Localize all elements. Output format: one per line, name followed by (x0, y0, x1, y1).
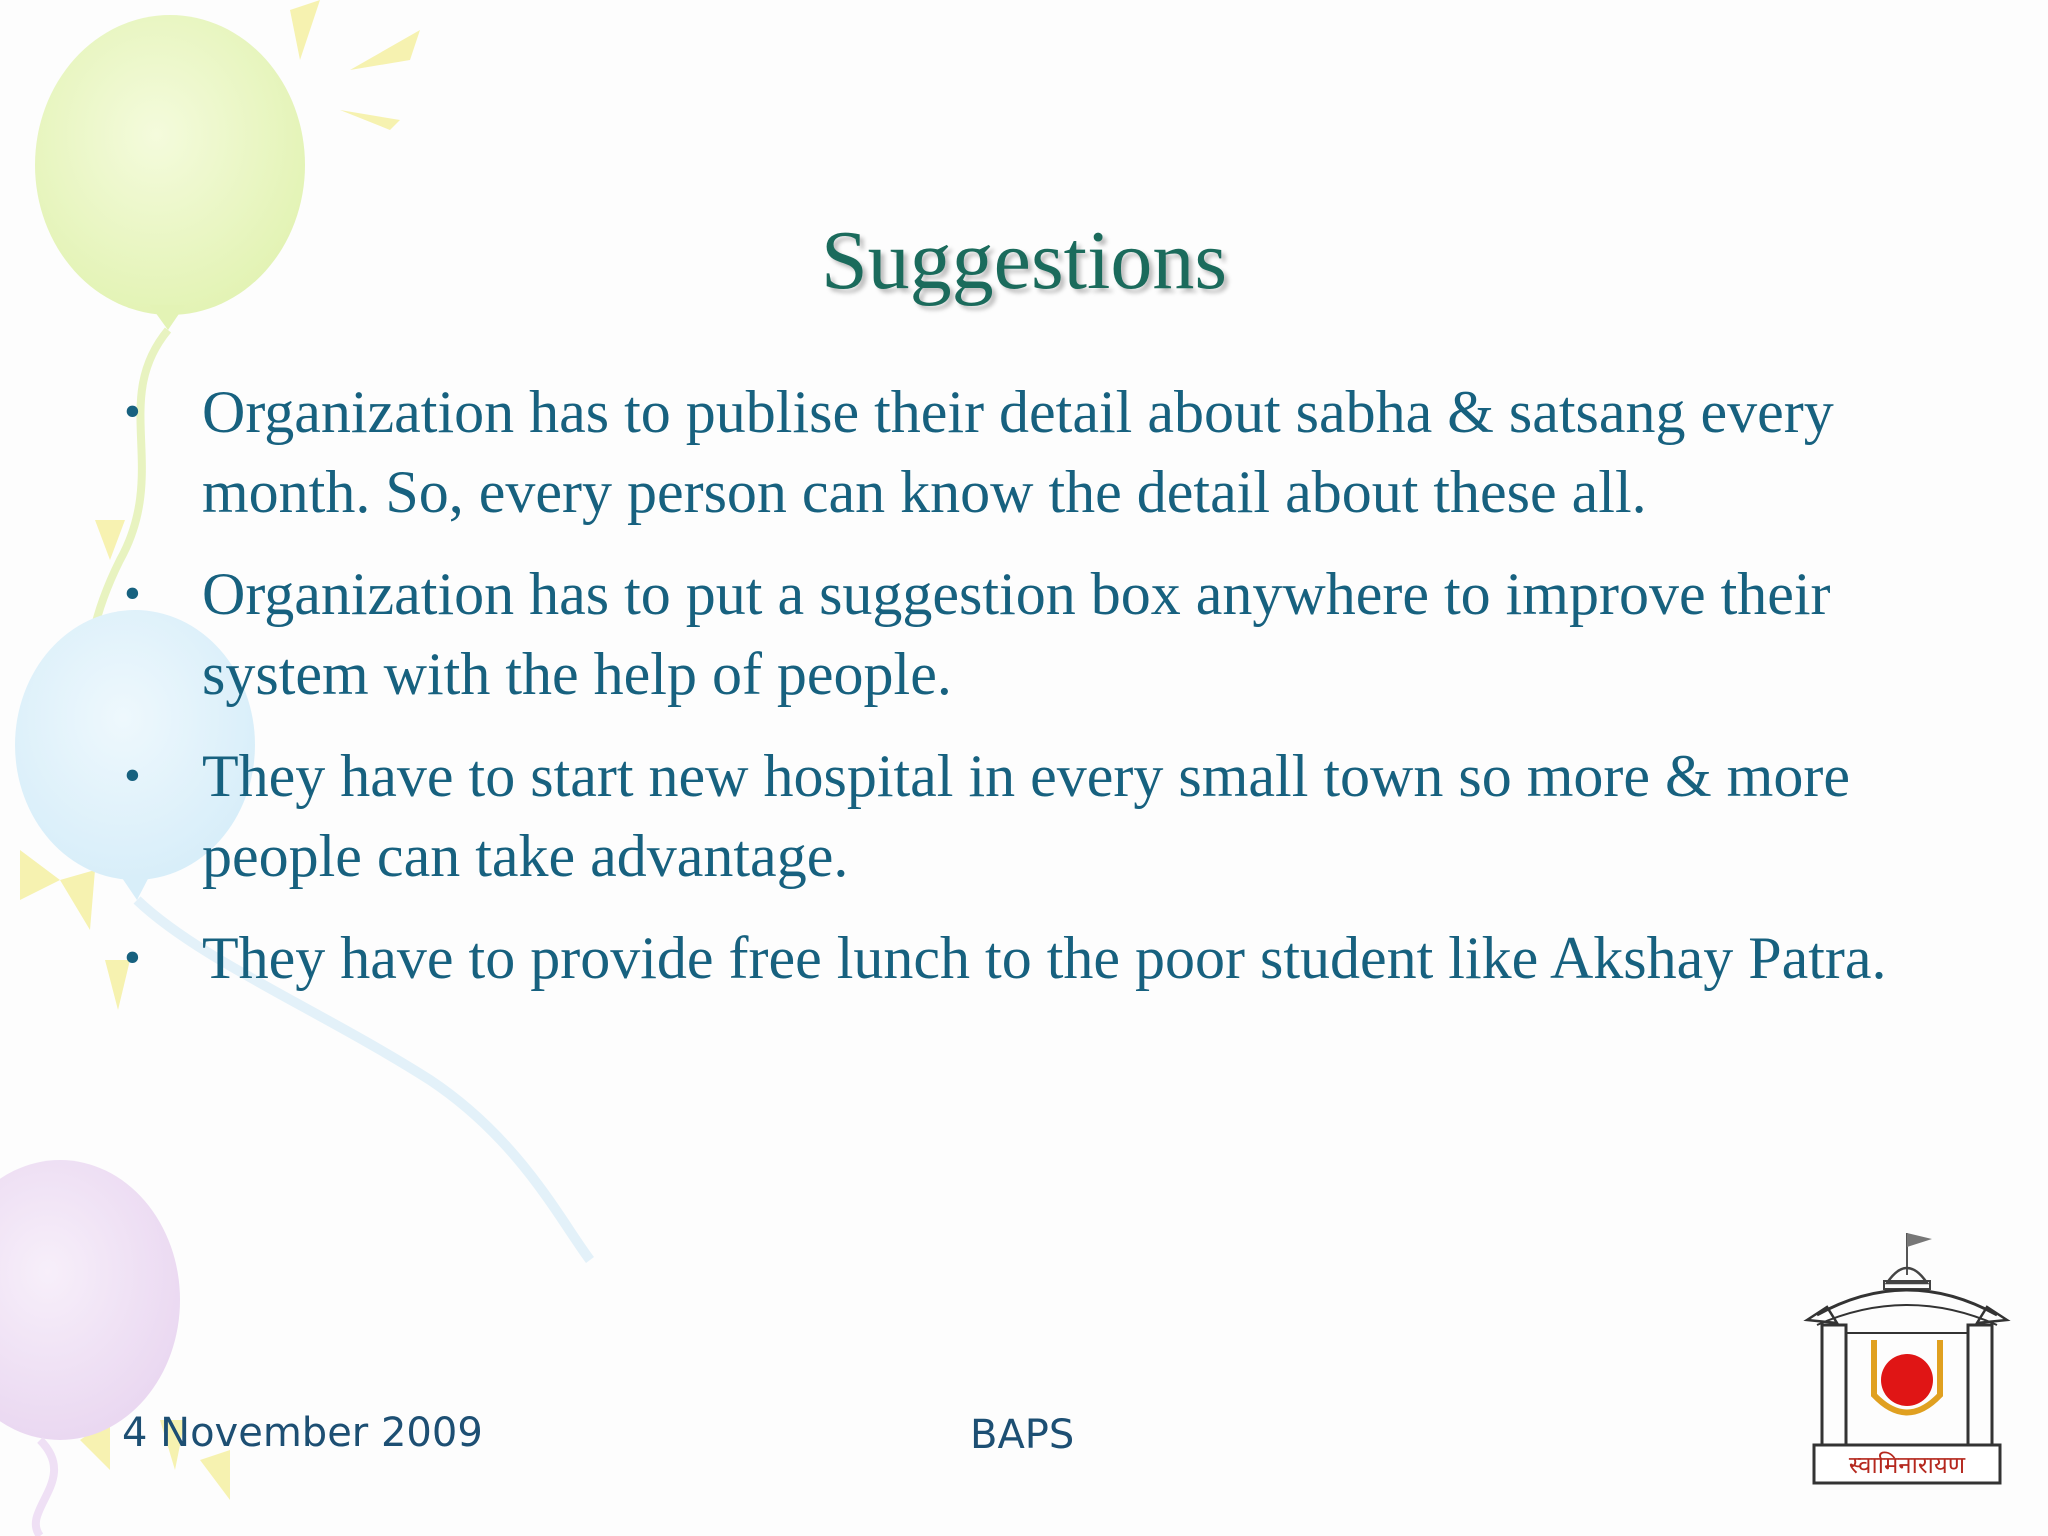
footer-date: 4 November 2009 (122, 1410, 483, 1456)
footer-organization: BAPS (970, 1412, 1075, 1458)
bullet-text: They have to provide free lunch to the poor student like Akshay Patra. (202, 925, 1887, 991)
bullet-text: Organization has to put a suggestion box anywhere to improve their system with the help of people. (202, 561, 1831, 707)
bullet-icon: • (124, 749, 141, 802)
list-item (118, 736, 1988, 896)
balloon-icon (0, 1160, 180, 1536)
list-item (118, 372, 1988, 532)
bullet-list (118, 372, 1988, 1020)
bullet-text: They have to start new hospital in every small town so more & more people can take advantage. (202, 743, 1850, 889)
bullet-icon: • (124, 567, 141, 620)
bullet-icon: • (124, 931, 141, 984)
slide-title: Suggestions (820, 214, 1228, 307)
list-item (118, 554, 1988, 714)
bullet-text: Organization has to publise their detail about sabha & satsang every month. So, every person can know the detail about these all. (202, 379, 1834, 525)
logo-text: स्वामिनारायण (1848, 1451, 1966, 1479)
baps-emblem-icon (1792, 1225, 2022, 1487)
list-item (118, 918, 1988, 998)
bullet-icon: • (124, 385, 141, 438)
